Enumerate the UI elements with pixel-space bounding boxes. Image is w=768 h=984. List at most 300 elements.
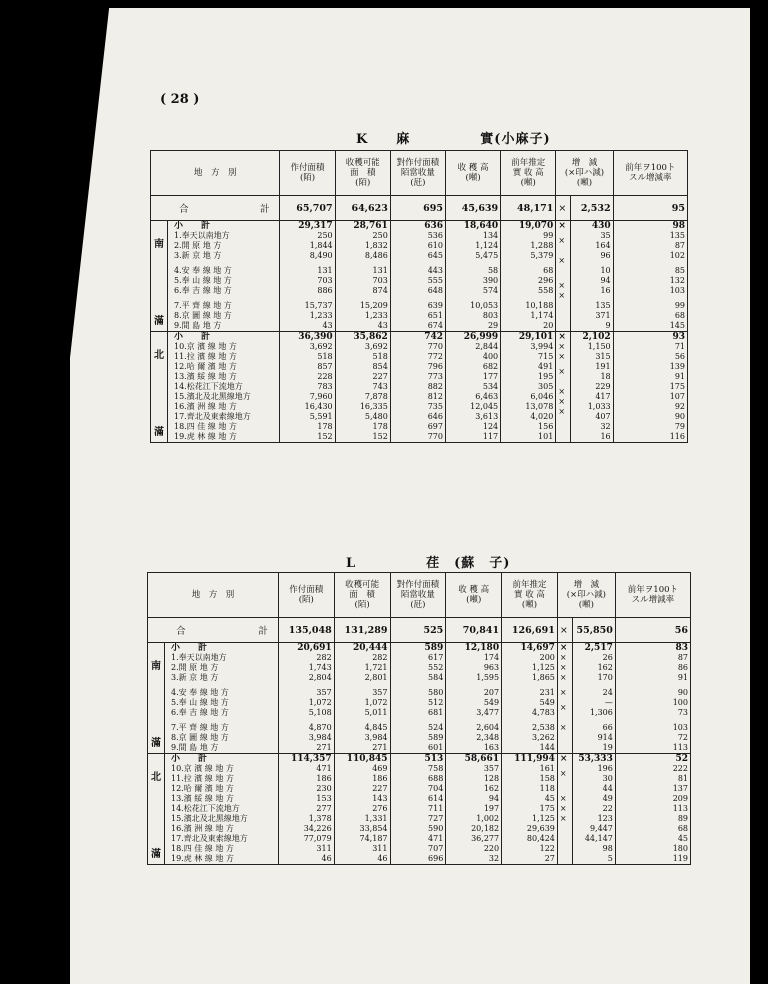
cell-value: 132 xyxy=(669,276,685,285)
cell-value: 555 xyxy=(427,276,443,285)
cell-value: 812 xyxy=(427,392,443,401)
total-value: 95 xyxy=(613,196,687,221)
total-value: 2,532 xyxy=(571,196,613,221)
subtotal-value: 93 xyxy=(672,332,685,342)
data-column xyxy=(390,221,445,332)
district-name: 15.濱北及北黑線地方 xyxy=(171,814,248,823)
data-column xyxy=(446,754,502,865)
north-names-list xyxy=(165,754,248,864)
data-column xyxy=(615,643,690,754)
subtotal-value: 28,761 xyxy=(353,221,388,231)
cell-value: 711 xyxy=(428,804,444,813)
cell-value: 6,463 xyxy=(475,392,499,401)
south-region-row xyxy=(148,643,691,754)
cell-value: 315 xyxy=(595,352,611,361)
total-row xyxy=(148,618,691,643)
district-name: 19.虎 林 線 地 方 xyxy=(171,854,234,863)
cell-value: 854 xyxy=(372,362,388,371)
column-header: 收 穫 高 (噸) xyxy=(446,573,502,618)
subtotal-value: 58,661 xyxy=(464,754,500,764)
column-header: 作付面積 (陌) xyxy=(278,573,334,618)
subtotal-value: × xyxy=(558,332,566,342)
total-value: 70,841 xyxy=(446,618,502,643)
header-row xyxy=(148,573,691,618)
cell-value: × xyxy=(559,723,567,732)
cell-value: 220 xyxy=(483,844,500,853)
column-header: 地 方 別 xyxy=(151,151,280,196)
data-column xyxy=(280,221,335,332)
cell-value: 5,591 xyxy=(309,412,333,421)
cell-value: 15,209 xyxy=(359,301,388,310)
cell-value: 24 xyxy=(602,688,613,697)
cell-value: 518 xyxy=(317,352,333,361)
cell-value: 2,538 xyxy=(531,723,555,732)
cell-value: 16 xyxy=(600,286,611,295)
cell-value: × xyxy=(559,673,567,682)
cell-value: 589 xyxy=(428,733,444,742)
cell-value: 32 xyxy=(600,422,611,431)
cell-value: 357 xyxy=(372,688,388,697)
cell-value: 118 xyxy=(539,784,555,793)
cell-value: 5,379 xyxy=(530,251,554,260)
cell-value: 2,844 xyxy=(475,342,499,351)
cell-value: 29,639 xyxy=(526,824,555,833)
subtotal-value: 2,517 xyxy=(584,643,613,653)
north-region-text: 北 滿 xyxy=(148,754,165,864)
cell-value: 471 xyxy=(428,834,444,843)
cell-value: 2,801 xyxy=(364,673,388,682)
cell-value: 163 xyxy=(483,743,500,752)
cell-value: 101 xyxy=(538,432,554,441)
cell-value: 46 xyxy=(321,854,332,863)
cell-value: 549 xyxy=(539,698,555,707)
data-column xyxy=(613,332,687,443)
cell-value: 558 xyxy=(538,286,554,295)
cell-value: 113 xyxy=(672,743,688,752)
cell-value: 45 xyxy=(677,834,688,843)
cell-value: 1,033 xyxy=(587,402,611,411)
cell-value: 688 xyxy=(428,774,444,783)
header-row xyxy=(151,151,688,196)
cell-value: × xyxy=(558,352,566,361)
cell-value: 10 xyxy=(600,266,611,275)
data-column xyxy=(445,332,500,443)
cell-value: 3,613 xyxy=(475,412,499,421)
cell-value: 311 xyxy=(316,844,332,853)
data-column xyxy=(334,754,390,865)
cell-value: 743 xyxy=(372,382,388,391)
column-header: 收穫可能 面 積 (陌) xyxy=(334,573,390,618)
cell-value: 512 xyxy=(428,698,444,707)
cell-value: 357 xyxy=(483,764,500,773)
cell-value: 277 xyxy=(316,804,332,813)
column-header: 收穫可能 面 積 (陌) xyxy=(335,151,390,196)
data-column xyxy=(613,221,687,332)
cell-value: 311 xyxy=(372,844,388,853)
district-name: 2.開 原 地 方 xyxy=(171,663,219,672)
total-value: 695 xyxy=(390,196,445,221)
data-column xyxy=(280,332,335,443)
data-column xyxy=(335,332,390,443)
cell-value: 89 xyxy=(677,814,688,823)
cell-value: 100 xyxy=(672,698,688,707)
district-name: 2.開 原 地 方 xyxy=(174,241,222,250)
cell-value: 71 xyxy=(674,342,685,351)
cell-value: 80,424 xyxy=(526,834,555,843)
cell-value: 170 xyxy=(597,673,613,682)
cell-value: 271 xyxy=(316,743,332,752)
district-name: 6.奉 吉 線 地 方 xyxy=(174,286,232,295)
cell-value: 590 xyxy=(428,824,444,833)
cell-value: 1,072 xyxy=(364,698,388,707)
cell-value: 770 xyxy=(427,432,443,441)
cell-value: 29 xyxy=(487,321,499,330)
column-header: 作付面積 (陌) xyxy=(280,151,335,196)
cell-value: 73 xyxy=(677,708,688,717)
cell-value: 4,020 xyxy=(530,412,554,421)
cell-value: 443 xyxy=(427,266,443,275)
cell-value: 407 xyxy=(595,412,611,421)
cell-value: × xyxy=(558,281,566,290)
subtotal-value: 83 xyxy=(675,643,688,653)
subtotal-value: 14,697 xyxy=(520,643,555,653)
subtotal-value: 35,862 xyxy=(353,332,388,342)
subtotal-value: × xyxy=(558,221,566,231)
cell-value: 703 xyxy=(317,276,333,285)
subtotal-value: 513 xyxy=(424,754,444,764)
district-name: 4.安 奉 線 地 方 xyxy=(174,266,232,275)
data-column xyxy=(572,643,615,754)
cell-value: 6,046 xyxy=(530,392,554,401)
cell-value: 400 xyxy=(482,352,499,361)
cell-value: 614 xyxy=(428,794,444,803)
subtotal-value: 20,444 xyxy=(353,643,388,653)
cell-value: 1,331 xyxy=(364,814,388,823)
cell-value: 1,150 xyxy=(587,342,611,351)
district-name: 9.間 島 地 方 xyxy=(171,743,219,752)
cell-value: × xyxy=(559,703,567,712)
data-column xyxy=(572,754,615,865)
cell-value: 58 xyxy=(487,266,499,275)
total-value: 126,691 xyxy=(502,618,558,643)
data-column xyxy=(390,332,445,443)
cell-value: 645 xyxy=(427,251,443,260)
cell-value: 90 xyxy=(674,412,685,421)
district-name: 7.平 齊 線 地 方 xyxy=(171,723,229,732)
district-name: 13.濱 綏 線 地 方 xyxy=(171,794,234,803)
district-name: 9.間 島 地 方 xyxy=(174,321,222,330)
cell-value: 94 xyxy=(488,794,500,803)
data-column xyxy=(556,221,571,332)
cell-value: 574 xyxy=(482,286,499,295)
column-header: 前年推定 實 收 高 (噸) xyxy=(501,151,556,196)
cell-value: 371 xyxy=(595,311,611,320)
subtotal-label: 小 計 xyxy=(174,221,211,231)
cell-value: × xyxy=(558,236,566,245)
data-column xyxy=(334,643,390,754)
data-column xyxy=(501,221,556,332)
cell-value: 610 xyxy=(427,241,443,250)
total-value: × xyxy=(557,618,572,643)
column-header: 地 方 別 xyxy=(148,573,279,618)
subtotal-value: 114,357 xyxy=(290,754,332,764)
cell-value: 231 xyxy=(539,688,555,697)
cell-value: × xyxy=(558,256,566,265)
cell-value: 1,595 xyxy=(476,673,500,682)
cell-value: 85 xyxy=(674,266,685,275)
cell-value: 46 xyxy=(377,854,388,863)
cell-value: 44 xyxy=(602,784,613,793)
cell-value: 3,262 xyxy=(531,733,555,742)
cell-value: × xyxy=(559,653,567,662)
cell-value: 131 xyxy=(317,266,333,275)
north-district-names xyxy=(148,754,279,865)
cell-value: 131 xyxy=(372,266,388,275)
cell-value: 417 xyxy=(595,392,611,401)
district-name: 7.平 齊 線 地 方 xyxy=(174,301,232,310)
table-k-title: K 麻 實(小麻子) xyxy=(356,132,551,147)
cell-value: 227 xyxy=(372,784,388,793)
cell-value: 116 xyxy=(669,432,685,441)
cell-value: 7,960 xyxy=(309,392,333,401)
cell-value: 491 xyxy=(538,362,554,371)
subtotal-label: 小 計 xyxy=(174,332,211,342)
cell-value: 3,984 xyxy=(308,733,332,742)
cell-value: 7,878 xyxy=(364,392,388,401)
cell-value: 91 xyxy=(674,372,685,381)
district-name: 15.濱北及北黑線地方 xyxy=(174,392,251,401)
cell-value: 783 xyxy=(317,382,333,391)
cell-value: 5,475 xyxy=(475,251,499,260)
cell-value: 1,125 xyxy=(531,663,555,672)
cell-value: 10,053 xyxy=(470,301,499,310)
cell-value: 5,011 xyxy=(364,708,388,717)
cell-value: 773 xyxy=(427,372,443,381)
cell-value: 16,335 xyxy=(359,402,388,411)
total-value: 56 xyxy=(615,618,690,643)
cell-value: 94 xyxy=(600,276,611,285)
cell-value: × xyxy=(558,387,566,396)
district-name: 10.京 濱 線 地 方 xyxy=(171,764,234,773)
cell-value: 197 xyxy=(483,804,500,813)
cell-value: 107 xyxy=(669,392,685,401)
cell-value: 178 xyxy=(372,422,388,431)
district-name: 1.奉天以南地方 xyxy=(174,231,230,240)
cell-value: 697 xyxy=(427,422,443,431)
district-name: 18.四 佳 線 地 方 xyxy=(174,422,237,431)
cell-value: 276 xyxy=(372,804,388,813)
cell-value: 228 xyxy=(317,372,333,381)
cell-value: 250 xyxy=(372,231,388,240)
cell-value: 271 xyxy=(372,743,388,752)
cell-value: 227 xyxy=(372,372,388,381)
table-l-title: L 荏 (蘇 子) xyxy=(346,556,511,571)
subtotal-value: × xyxy=(559,754,568,764)
data-column xyxy=(390,643,446,754)
cell-value: 886 xyxy=(317,286,333,295)
cell-value: 45 xyxy=(544,794,555,803)
subtotal-label: 小 計 xyxy=(171,754,208,764)
total-value: × xyxy=(556,196,571,221)
cell-value: 158 xyxy=(539,774,555,783)
cell-value: 536 xyxy=(427,231,443,240)
cell-value: — xyxy=(604,698,613,707)
subtotal-value: 52 xyxy=(675,754,688,764)
cell-value: 8,490 xyxy=(309,251,333,260)
cell-value: 68 xyxy=(543,266,554,275)
cell-value: 469 xyxy=(372,764,388,773)
district-name: 14.松花江下流地方 xyxy=(174,382,243,391)
cell-value: 43 xyxy=(377,321,388,330)
cell-value: 674 xyxy=(427,321,443,330)
cell-value: 3,692 xyxy=(309,342,333,351)
total-row xyxy=(151,196,688,221)
cell-value: 77,079 xyxy=(303,834,332,843)
cell-value: 152 xyxy=(317,432,333,441)
cell-value: 19 xyxy=(602,743,613,752)
cell-value: 4,870 xyxy=(308,723,332,732)
cell-value: × xyxy=(559,663,567,672)
column-header: 前年ヲ100ト スル增減率 xyxy=(615,573,690,618)
cell-value: × xyxy=(559,769,567,778)
district-name: 6.奉 吉 線 地 方 xyxy=(171,708,229,717)
cell-value: 2,804 xyxy=(308,673,332,682)
cell-value: 1,378 xyxy=(308,814,332,823)
cell-value: × xyxy=(559,814,567,823)
cell-value: 186 xyxy=(372,774,388,783)
subtotal-label: 小 計 xyxy=(171,643,208,653)
subtotal-value: 18,640 xyxy=(463,221,499,231)
cell-value: 646 xyxy=(427,412,443,421)
subtotal-value: 26,999 xyxy=(463,332,499,342)
cell-value: 5,108 xyxy=(308,708,332,717)
subtotal-value: 53,333 xyxy=(578,754,613,764)
district-name: 3.新 京 地 方 xyxy=(174,251,222,260)
subtotal-value: 12,180 xyxy=(464,643,500,653)
cell-value: 103 xyxy=(669,286,685,295)
district-name: 12.哈 爾 濱 地 方 xyxy=(171,784,234,793)
cell-value xyxy=(558,417,568,422)
cell-value: 86 xyxy=(677,663,688,672)
south-district-names xyxy=(148,643,279,754)
cell-value xyxy=(560,829,570,834)
cell-value: 3,994 xyxy=(530,342,554,351)
cell-value: 617 xyxy=(428,653,444,662)
cell-value: 87 xyxy=(677,653,688,662)
page-number: ( 28 ) xyxy=(160,92,200,107)
cell-value: 174 xyxy=(483,653,500,662)
cell-value: 90 xyxy=(677,688,688,697)
cell-value: 534 xyxy=(482,382,499,391)
cell-value: 22 xyxy=(602,804,613,813)
data-column xyxy=(556,332,571,443)
cell-value: × xyxy=(559,794,567,803)
north-region-row xyxy=(148,754,691,865)
cell-value: 1,865 xyxy=(531,673,555,682)
cell-value: 704 xyxy=(428,784,444,793)
subtotal-value: 29,317 xyxy=(298,221,333,231)
district-name: 11.拉 濱 線 地 方 xyxy=(171,774,234,783)
cell-value: 153 xyxy=(316,794,332,803)
district-name: 3.新 京 地 方 xyxy=(171,673,219,682)
cell-value: 1,002 xyxy=(476,814,500,823)
subtotal-value: 36,390 xyxy=(298,332,333,342)
cell-value: × xyxy=(559,688,567,697)
data-column xyxy=(445,221,500,332)
data-column xyxy=(446,643,502,754)
cell-value: 43 xyxy=(322,321,333,330)
data-column xyxy=(502,754,558,865)
total-value: 525 xyxy=(390,618,446,643)
cell-value: 390 xyxy=(482,276,499,285)
total-value: 45,639 xyxy=(445,196,500,221)
cell-value: 12,045 xyxy=(470,402,499,411)
cell-value: × xyxy=(559,804,567,813)
district-name: 16.濱 洲 線 地 方 xyxy=(171,824,234,833)
district-name: 5.奉 山 線 地 方 xyxy=(171,698,229,707)
cell-value: 601 xyxy=(428,743,444,752)
south-region-text: 南 滿 xyxy=(151,221,168,331)
cell-value: 882 xyxy=(427,382,443,391)
cell-value: 639 xyxy=(427,301,443,310)
cell-value: 8,486 xyxy=(364,251,388,260)
district-name: 19.虎 林 線 地 方 xyxy=(174,432,237,441)
cell-value: × xyxy=(558,407,566,416)
cell-value: 1,832 xyxy=(364,241,388,250)
cell-value: 727 xyxy=(428,814,444,823)
cell-value: 5 xyxy=(607,854,613,863)
cell-value: 20 xyxy=(543,321,554,330)
district-name: 4.安 奉 線 地 方 xyxy=(171,688,229,697)
column-header: 前年推定 實 收 高 (噸) xyxy=(502,573,558,618)
cell-value: 3,477 xyxy=(476,708,500,717)
column-header: 增 減 (×印ハ減) (噸) xyxy=(557,573,615,618)
column-header: 對作付面積 陌當收量 (瓩) xyxy=(390,151,445,196)
cell-value: 2,348 xyxy=(476,733,500,742)
cell-value: 87 xyxy=(674,241,685,250)
table-k xyxy=(150,150,688,443)
cell-value: 68 xyxy=(677,824,688,833)
north-region-text: 北 滿 xyxy=(151,332,168,442)
cell-value: 758 xyxy=(428,764,444,773)
south-names-list xyxy=(165,643,229,753)
subtotal-value: × xyxy=(559,643,568,653)
data-column xyxy=(502,643,558,754)
data-column xyxy=(571,332,613,443)
cell-value: 164 xyxy=(595,241,611,250)
cell-value: 5,480 xyxy=(364,412,388,421)
cell-value: 137 xyxy=(672,784,688,793)
cell-value: 1,233 xyxy=(309,311,333,320)
cell-value: 651 xyxy=(427,311,443,320)
cell-value xyxy=(558,301,568,306)
cell-value: 32 xyxy=(488,854,500,863)
cell-value: 27 xyxy=(544,854,555,863)
south-region-row xyxy=(151,221,688,332)
cell-value: 2,604 xyxy=(476,723,500,732)
cell-value: 177 xyxy=(482,372,499,381)
cell-value: 963 xyxy=(483,663,500,672)
data-column xyxy=(278,643,334,754)
cell-value: 230 xyxy=(316,784,332,793)
cell-value: 518 xyxy=(372,352,388,361)
cell-value xyxy=(560,733,570,738)
cell-value: × xyxy=(558,291,566,300)
cell-value: 98 xyxy=(602,844,613,853)
cell-value: 99 xyxy=(674,301,685,310)
cell-value: 3,692 xyxy=(364,342,388,351)
cell-value: 1,174 xyxy=(530,311,554,320)
